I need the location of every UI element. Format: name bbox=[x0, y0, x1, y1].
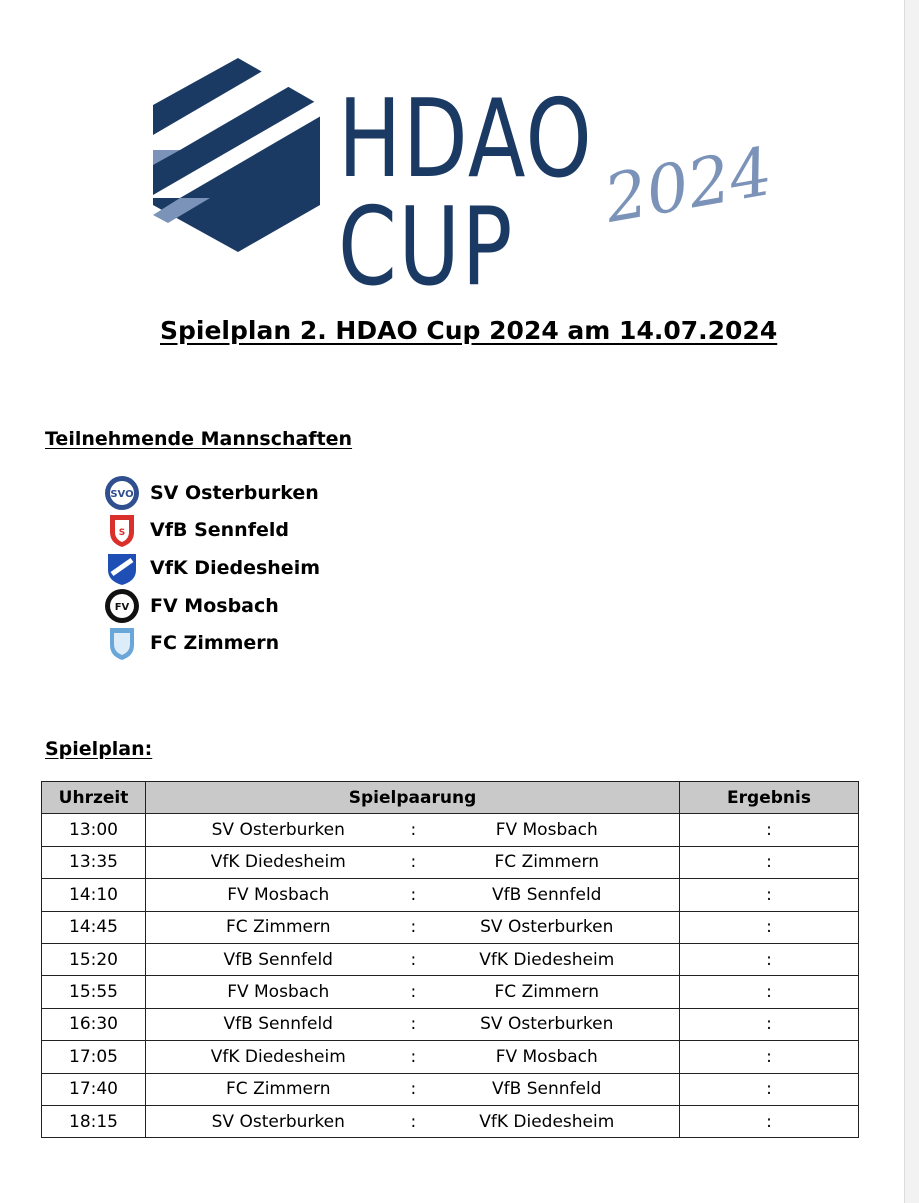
away-team: FV Mosbach bbox=[495, 1046, 598, 1067]
away-team: SV Osterburken bbox=[480, 1014, 614, 1035]
home-team: FC Zimmern bbox=[226, 917, 331, 938]
match-pairing bbox=[146, 846, 680, 878]
team-name: VfB Sennfeld bbox=[150, 519, 289, 542]
home-team: FV Mosbach bbox=[227, 982, 330, 1003]
logo-wordmark: HDAO CUP bbox=[338, 77, 594, 310]
match-time: 17:40 bbox=[42, 1073, 146, 1105]
list-item bbox=[104, 624, 320, 662]
match-time: 14:10 bbox=[42, 879, 146, 911]
team-name: FC Zimmern bbox=[150, 632, 280, 655]
team-name: SV Osterburken bbox=[150, 481, 319, 504]
away-team: VfK Diedesheim bbox=[479, 1111, 615, 1132]
pairing-separator: : bbox=[410, 1014, 417, 1035]
svg-text:SVO: SVO bbox=[110, 488, 134, 500]
vfb-sennfeld-crest-icon bbox=[104, 512, 140, 548]
header-result: Ergebnis bbox=[680, 782, 859, 814]
pairing-separator: : bbox=[410, 949, 417, 970]
match-result: : bbox=[680, 976, 859, 1008]
away-team: FV Mosbach bbox=[495, 820, 598, 841]
table-row bbox=[42, 943, 859, 975]
match-result: : bbox=[680, 943, 859, 975]
fv-mosbach-crest-icon bbox=[104, 588, 140, 624]
team-name: VfK Diedesheim bbox=[150, 556, 320, 579]
match-time: 13:00 bbox=[42, 814, 146, 846]
pairing-separator: : bbox=[410, 1079, 417, 1100]
home-team: SV Osterburken bbox=[211, 820, 345, 841]
sv-osterburken-crest-icon bbox=[104, 475, 140, 511]
match-time: 13:35 bbox=[42, 846, 146, 878]
away-team: VfB Sennfeld bbox=[492, 884, 602, 905]
table-row bbox=[42, 846, 859, 878]
list-item bbox=[104, 549, 320, 587]
schedule-table bbox=[41, 781, 859, 1138]
match-result: : bbox=[680, 1008, 859, 1040]
table-row bbox=[42, 1041, 859, 1073]
table-row bbox=[42, 911, 859, 943]
match-result: : bbox=[680, 1105, 859, 1137]
table-row bbox=[42, 976, 859, 1008]
match-result: : bbox=[680, 1041, 859, 1073]
teams-list bbox=[104, 474, 320, 662]
home-team: VfB Sennfeld bbox=[223, 949, 333, 970]
header-time: Uhrzeit bbox=[42, 782, 146, 814]
match-time: 17:05 bbox=[42, 1041, 146, 1073]
match-pairing bbox=[146, 814, 680, 846]
home-team: SV Osterburken bbox=[211, 1111, 345, 1132]
vfk-diedesheim-crest-icon bbox=[104, 550, 140, 586]
pairing-separator: : bbox=[410, 852, 417, 873]
table-header-row bbox=[42, 782, 859, 814]
match-time: 14:45 bbox=[42, 911, 146, 943]
match-result: : bbox=[680, 879, 859, 911]
table-row bbox=[42, 1008, 859, 1040]
home-team: VfK Diedesheim bbox=[210, 852, 346, 873]
page-title: Spielplan 2. HDAO Cup 2024 am 14.07.2024 bbox=[160, 316, 778, 345]
list-item bbox=[104, 587, 320, 625]
home-team: FV Mosbach bbox=[227, 884, 330, 905]
away-team: FC Zimmern bbox=[494, 982, 599, 1003]
home-team: FC Zimmern bbox=[226, 1079, 331, 1100]
pairing-separator: : bbox=[410, 1046, 417, 1067]
schedule-heading: Spielplan: bbox=[45, 738, 153, 760]
logo-year: 2024 bbox=[598, 132, 778, 238]
table-row bbox=[42, 879, 859, 911]
away-team: SV Osterburken bbox=[480, 917, 614, 938]
list-item bbox=[104, 474, 320, 512]
fc-zimmern-crest-icon bbox=[104, 625, 140, 661]
header-pairing: Spielpaarung bbox=[146, 782, 680, 814]
teams-heading: Teilnehmende Mannschaften bbox=[45, 428, 353, 450]
match-result: : bbox=[680, 814, 859, 846]
match-pairing bbox=[146, 1041, 680, 1073]
svg-text:S: S bbox=[118, 528, 126, 539]
match-result: : bbox=[680, 1073, 859, 1105]
team-name: FV Mosbach bbox=[150, 594, 279, 617]
match-pairing bbox=[146, 1073, 680, 1105]
home-team: VfK Diedesheim bbox=[210, 1046, 346, 1067]
pairing-separator: : bbox=[410, 1111, 417, 1132]
pairing-separator: : bbox=[410, 982, 417, 1003]
match-time: 15:20 bbox=[42, 943, 146, 975]
away-team: VfB Sennfeld bbox=[492, 1079, 602, 1100]
match-pairing bbox=[146, 1105, 680, 1137]
table-row bbox=[42, 1073, 859, 1105]
match-time: 15:55 bbox=[42, 976, 146, 1008]
svg-text:FV: FV bbox=[114, 601, 130, 613]
pairing-separator: : bbox=[410, 917, 417, 938]
list-item bbox=[104, 512, 320, 550]
match-time: 18:15 bbox=[42, 1105, 146, 1137]
match-result: : bbox=[680, 911, 859, 943]
away-team: FC Zimmern bbox=[494, 852, 599, 873]
away-team: VfK Diedesheim bbox=[479, 949, 615, 970]
table-row bbox=[42, 1105, 859, 1137]
page-edge bbox=[904, 0, 919, 1203]
match-pairing bbox=[146, 1008, 680, 1040]
home-team: VfB Sennfeld bbox=[223, 1014, 333, 1035]
match-pairing bbox=[146, 976, 680, 1008]
table-row bbox=[42, 814, 859, 846]
match-pairing bbox=[146, 879, 680, 911]
match-pairing bbox=[146, 911, 680, 943]
pairing-separator: : bbox=[410, 820, 417, 841]
match-time: 16:30 bbox=[42, 1008, 146, 1040]
pairing-separator: : bbox=[410, 884, 417, 905]
match-result: : bbox=[680, 846, 859, 878]
match-pairing bbox=[146, 943, 680, 975]
